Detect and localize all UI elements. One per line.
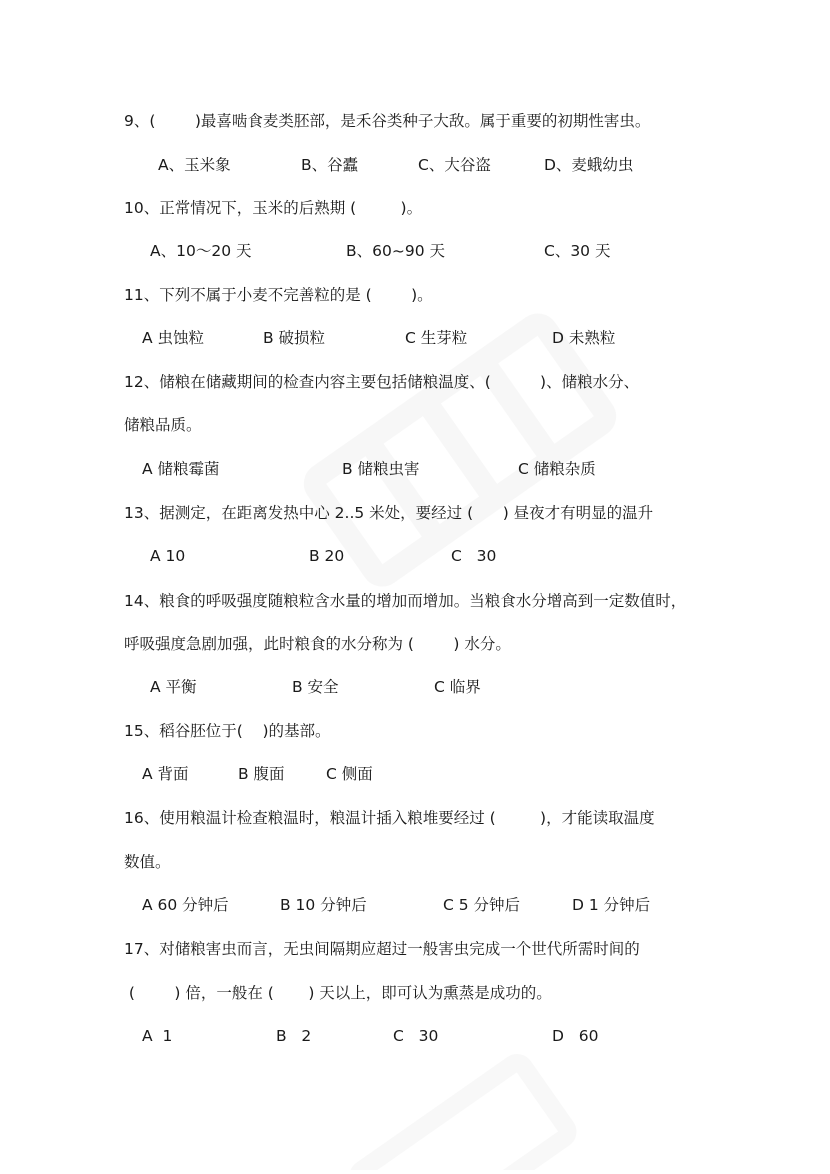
question-17-text-line-2: ( ) 倍，一般在 ( ) 天以上，即可认为熏蒸是成功的。 — [124, 984, 552, 1002]
question-12-text-line-1: 12、储粮在储藏期间的检查内容主要包括储粮温度、( )、储粮水分、 — [124, 373, 640, 391]
watermark-fragment-icon — [330, 1030, 590, 1170]
question-13-option-b: B 20 — [309, 547, 345, 565]
question-17-option-b: B 2 — [276, 1027, 312, 1045]
question-16-option-a: A 60 分钟后 — [142, 896, 229, 914]
question-9-option-a: A、玉米象 — [158, 156, 231, 174]
question-15-option-c: C 侧面 — [326, 765, 373, 783]
question-9-text: 9、( )最喜啮食麦类胚部，是禾谷类种子大敌。属于重要的初期性害虫。 — [124, 112, 651, 130]
question-15-option-a: A 背面 — [142, 765, 189, 783]
question-17-option-d: D 60 — [552, 1027, 599, 1045]
question-10-option-b: B、60~90 天 — [346, 242, 445, 260]
question-12-option-a: A 储粮霉菌 — [142, 460, 220, 478]
question-16-option-c: C 5 分钟后 — [443, 896, 521, 914]
question-14-option-c: C 临界 — [434, 678, 481, 696]
question-17-text-line-1: 17、对储粮害虫而言，无虫间隔期应超过一般害虫完成一个世代所需时间的 — [124, 940, 640, 958]
question-12-option-b: B 储粮虫害 — [342, 460, 420, 478]
question-9-option-d: D、麦蛾幼虫 — [544, 156, 634, 174]
question-14-option-b: B 安全 — [292, 678, 339, 696]
question-10-option-c: C、30 天 — [544, 242, 611, 260]
question-11-text: 11、下列不属于小麦不完善粒的是 ( )。 — [124, 286, 433, 304]
question-13-text: 13、据测定，在距离发热中心 2..5 米处，要经过 ( ) 昼夜才有明显的温升 — [124, 504, 654, 522]
question-11-option-b: B 破损粒 — [263, 329, 326, 347]
question-12-text-line-2: 储粮品质。 — [124, 416, 202, 434]
question-17-option-c: C 30 — [393, 1027, 439, 1045]
question-9-option-b: B、谷蠹 — [301, 156, 359, 174]
question-10-text: 10、正常情况下，玉米的后熟期 ( )。 — [124, 199, 423, 217]
question-14-text-line-1: 14、粮食的呼吸强度随粮粒含水量的增加而增加。当粮食水分增高到一定数值时， — [124, 592, 687, 610]
question-14-text-line-2: 呼吸强度急剧加强，此时粮食的水分称为 ( ) 水分。 — [124, 635, 511, 653]
question-11-option-c: C 生芽粒 — [405, 329, 468, 347]
question-16-text-line-2: 数值。 — [124, 853, 171, 871]
question-16-text-line-1: 16、使用粮温计检查粮温时，粮温计插入粮堆要经过 ( )，才能读取温度 — [124, 809, 655, 827]
question-11-option-a: A 虫蚀粒 — [142, 329, 205, 347]
question-15-option-b: B 腹面 — [238, 765, 285, 783]
question-14-option-a: A 平衡 — [150, 678, 197, 696]
question-13-option-c: C 30 — [451, 547, 497, 565]
question-15-text: 15、稻谷胚位于( )的基部。 — [124, 722, 331, 740]
question-12-option-c: C 储粮杂质 — [518, 460, 596, 478]
question-17-option-a: A 1 — [142, 1027, 173, 1045]
question-10-option-a: A、10～20 天 — [150, 242, 252, 260]
question-11-option-d: D 未熟粒 — [552, 329, 616, 347]
question-9-option-c: C、大谷盗 — [418, 156, 491, 174]
question-13-option-a: A 10 — [150, 547, 186, 565]
question-16-option-d: D 1 分钟后 — [572, 896, 651, 914]
question-16-option-b: B 10 分钟后 — [280, 896, 367, 914]
